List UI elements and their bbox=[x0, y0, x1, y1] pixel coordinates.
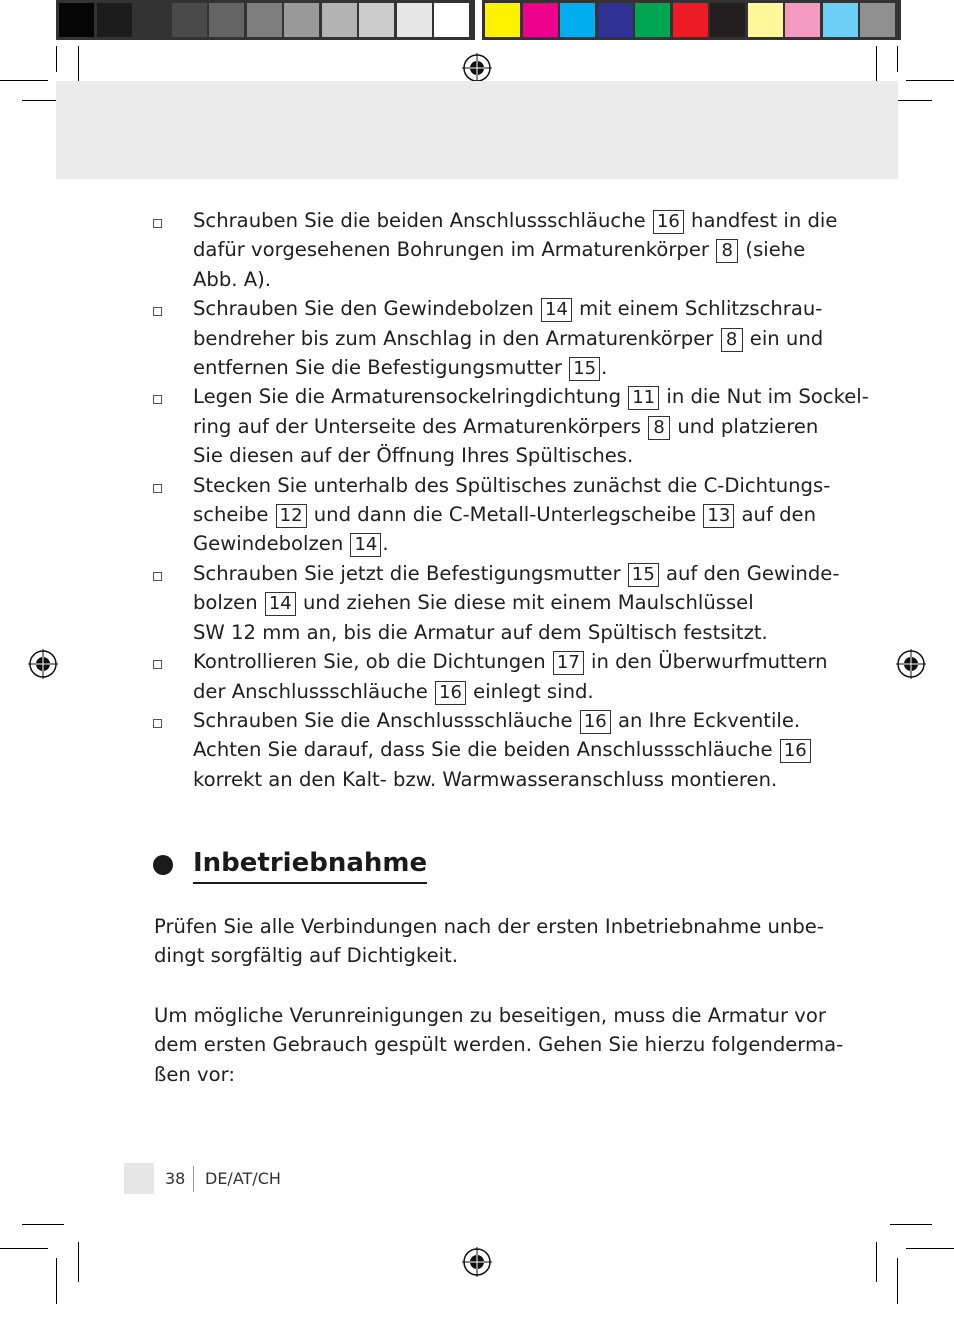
footer-divider bbox=[193, 1166, 194, 1192]
step-line: Achten Sie darauf, dass Sie die beiden Anschlussschläuche 16 bbox=[193, 735, 803, 764]
part-reference-number: 8 bbox=[716, 239, 738, 263]
crop-mark bbox=[0, 80, 48, 81]
crop-mark bbox=[56, 46, 57, 72]
crop-mark bbox=[897, 1258, 898, 1304]
step-line: dafür vorgesehenen Bohrungen im Armaturenkörper 8 (siehe bbox=[193, 238, 806, 262]
part-reference-number: 8 bbox=[648, 416, 670, 440]
step-line: ring auf der Unterseite des Armaturenkörpers 8 und platzieren bbox=[193, 414, 819, 438]
square-checkbox-icon bbox=[153, 719, 162, 728]
color-swatch bbox=[710, 3, 745, 37]
crop-mark bbox=[906, 80, 954, 81]
filled-circle-bullet-icon bbox=[153, 855, 173, 875]
step-line: Stecken Sie unterhalb des Spültisches zunächst die C-Dichtungs- bbox=[193, 473, 831, 497]
step-line: Schrauben Sie die beiden Anschlussschläuche 16 handfest in die bbox=[193, 209, 838, 232]
instruction-step bbox=[153, 206, 838, 294]
part-reference-number: 12 bbox=[276, 504, 307, 528]
part-reference-number: 16 bbox=[653, 210, 684, 234]
instruction-step bbox=[153, 559, 840, 647]
square-checkbox-icon bbox=[153, 660, 162, 669]
footer-page-tab bbox=[124, 1163, 154, 1194]
square-checkbox-icon bbox=[153, 307, 162, 316]
step-line: SW 12 mm an, bis die Armatur auf dem Spültisch festsitzt. bbox=[193, 620, 768, 644]
registration-mark-icon bbox=[462, 1247, 492, 1277]
part-reference-number: 14 bbox=[350, 533, 381, 557]
square-checkbox-icon bbox=[153, 484, 162, 493]
crop-mark bbox=[78, 1242, 79, 1282]
step-line: scheibe 12 und dann die C-Metall-Unterlegscheibe 13 auf den bbox=[193, 503, 817, 527]
color-swatch bbox=[209, 3, 244, 37]
paragraph-leak-check bbox=[154, 912, 824, 971]
step-line: bolzen 14 und ziehen Sie diese mit einem Maulschlüssel bbox=[193, 591, 754, 615]
part-reference-number: 16 bbox=[580, 710, 611, 734]
part-reference-number: 14 bbox=[265, 592, 296, 616]
part-reference-number: 14 bbox=[541, 298, 572, 322]
part-reference-number: 13 bbox=[703, 504, 734, 528]
color-swatch bbox=[823, 3, 858, 37]
color-swatch bbox=[860, 3, 895, 37]
crop-mark bbox=[78, 46, 79, 86]
crop-mark bbox=[876, 46, 877, 86]
color-swatch bbox=[598, 3, 633, 37]
color-swatch bbox=[523, 3, 558, 37]
paragraph-line: dingt sorgfältig auf Dichtigkeit. bbox=[154, 944, 459, 968]
step-line: Kontrollieren Sie, ob die Dichtungen 17 in den Überwurfmuttern bbox=[193, 650, 828, 674]
paragraph-flushing bbox=[154, 1001, 844, 1089]
step-line: Schrauben Sie die Anschlussschläuche 16 an Ihre Eckventile. bbox=[193, 708, 801, 732]
crop-mark bbox=[890, 1224, 932, 1225]
color-swatch bbox=[134, 3, 169, 37]
instruction-step bbox=[153, 647, 828, 706]
section-title: Inbetriebnahme bbox=[193, 846, 427, 884]
color-swatch bbox=[785, 3, 820, 37]
color-swatch bbox=[97, 3, 132, 37]
part-reference-number: 16 bbox=[780, 739, 811, 763]
step-line: Gewindebolzen 14 . bbox=[193, 532, 389, 556]
crop-mark bbox=[22, 1224, 64, 1225]
registration-mark-icon bbox=[28, 649, 58, 679]
step-line: entfernen Sie die Befestigungsmutter 15 . bbox=[193, 356, 608, 380]
grayscale-calibration-bar bbox=[56, 0, 475, 40]
part-reference-number: 11 bbox=[628, 386, 659, 410]
registration-mark-icon bbox=[462, 53, 492, 83]
color-swatch bbox=[434, 3, 469, 37]
step-line: Sie diesen auf der Öffnung Ihres Spültisches. bbox=[193, 444, 634, 468]
part-reference-number: 8 bbox=[721, 328, 743, 352]
paragraph-line: Um mögliche Verunreinigungen zu beseitigen, muss die Armatur vor bbox=[154, 1004, 826, 1027]
color-calibration-bar bbox=[482, 0, 901, 40]
color-swatch bbox=[59, 3, 94, 37]
step-line: Schrauben Sie jetzt die Befestigungsmutter 15 auf den Gewinde- bbox=[193, 561, 840, 585]
step-line: Schrauben Sie den Gewindebolzen 14 mit einem Schlitzschrau- bbox=[193, 297, 823, 321]
square-checkbox-icon bbox=[153, 219, 162, 228]
crop-mark bbox=[906, 1248, 954, 1249]
instruction-step bbox=[153, 294, 824, 382]
square-checkbox-icon bbox=[153, 572, 162, 581]
instruction-steps-list bbox=[153, 206, 869, 794]
color-swatch bbox=[172, 3, 207, 37]
part-reference-number: 15 bbox=[569, 357, 600, 381]
color-swatch bbox=[397, 3, 432, 37]
step-line: Legen Sie die Armaturensockelringdichtung 11 in die Nut im Sockel- bbox=[193, 385, 869, 409]
crop-mark bbox=[897, 46, 898, 72]
paragraph-line: dem ersten Gebrauch gespült werden. Gehen Sie hierzu folgenderma- bbox=[154, 1033, 844, 1057]
crop-mark bbox=[0, 1248, 48, 1249]
section-heading bbox=[153, 846, 427, 884]
color-swatch bbox=[485, 3, 520, 37]
crop-mark bbox=[876, 1242, 877, 1282]
instruction-step bbox=[153, 471, 831, 559]
part-reference-number: 17 bbox=[553, 651, 584, 675]
paragraph-line: ßen vor: bbox=[154, 1062, 235, 1086]
step-line: korrekt an den Kalt- bzw. Warmwasseranschluss montieren. bbox=[193, 767, 778, 791]
color-swatch bbox=[284, 3, 319, 37]
step-line: bendreher bis zum Anschlag in den Armaturenkörper 8 ein und bbox=[193, 326, 824, 350]
paragraph-line: Prüfen Sie alle Verbindungen nach der ersten Inbetriebnahme unbe- bbox=[154, 915, 824, 938]
instruction-step bbox=[153, 382, 869, 470]
page-number: 38 bbox=[165, 1169, 186, 1188]
region-label: DE/AT/CH bbox=[205, 1169, 281, 1188]
color-swatch bbox=[673, 3, 708, 37]
registration-mark-icon bbox=[896, 649, 926, 679]
color-swatch bbox=[635, 3, 670, 37]
step-line: der Anschlussschläuche 16 einlegt sind. bbox=[193, 679, 594, 703]
square-checkbox-icon bbox=[153, 395, 162, 404]
color-swatch bbox=[322, 3, 357, 37]
color-swatch bbox=[560, 3, 595, 37]
color-swatch bbox=[247, 3, 282, 37]
step-line: Abb. A). bbox=[193, 267, 272, 291]
crop-mark bbox=[56, 1258, 57, 1304]
instruction-step bbox=[153, 706, 807, 794]
color-swatch bbox=[748, 3, 783, 37]
part-reference-number: 16 bbox=[435, 681, 466, 705]
color-swatch bbox=[359, 3, 394, 37]
part-reference-number: 15 bbox=[628, 563, 659, 587]
header-band bbox=[56, 81, 898, 179]
